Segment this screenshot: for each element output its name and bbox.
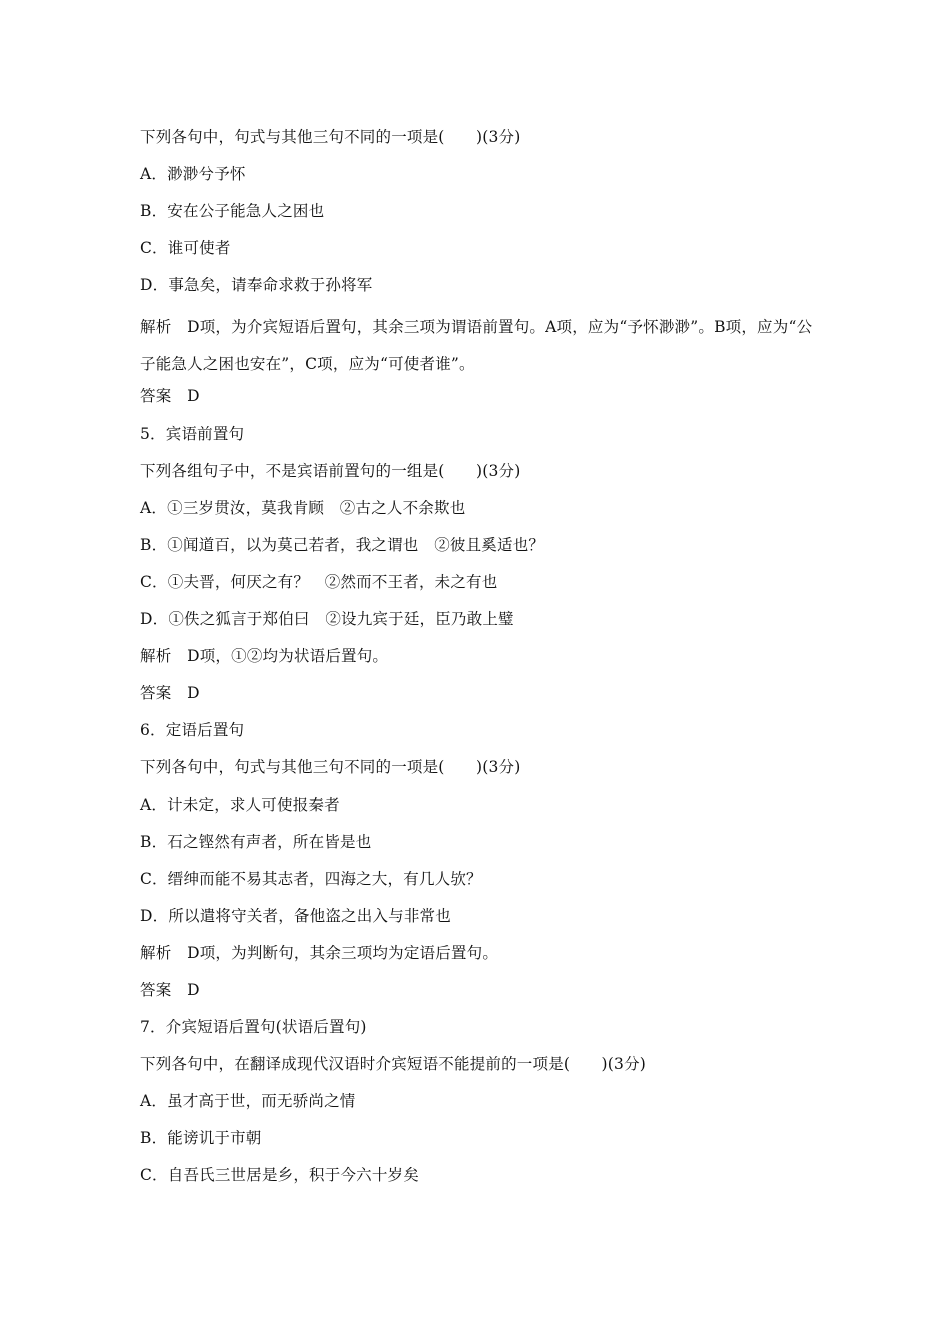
- option-b: B．能谤讥于市朝: [140, 1129, 262, 1148]
- answer-text: 答案 D: [140, 387, 200, 406]
- option-a: A．计未定，求人可使报秦者: [140, 795, 340, 814]
- option-c: C．谁可使者: [140, 239, 231, 258]
- option-a: A．①三岁贯汝，莫我肯顾 ②古之人不余欺也: [140, 498, 466, 517]
- option-d: D．事急矣，请奉命求救于孙将军: [140, 276, 373, 295]
- option-a: A．渺渺兮予怀: [140, 165, 246, 184]
- option-c: C．缙绅而能不易其志者，四海之大，有几人欤？: [140, 869, 482, 888]
- analysis-text: 解析 D项，为判断句，其余三项均为定语后置句。: [140, 943, 499, 962]
- analysis-text: 解析 D项，为介宾短语后置句，其余三项为谓语前置句。A项，应为“予怀渺渺”。B项，应为“公子能急人之困也安在”，C项，应为“可使者谁”。: [140, 318, 813, 374]
- question-stem: 下列各句中，在翻译成现代汉语时介宾短语不能提前的一项是( )(3分): [140, 1055, 647, 1074]
- answer-text: 答案 D: [140, 684, 200, 703]
- question-stem: 下列各句中，句式与其他三句不同的一项是( )(3分): [140, 128, 521, 146]
- analysis-text: 解析 D项，①②均为状语后置句。: [140, 647, 389, 666]
- question-stem: 下列各句中，句式与其他三句不同的一项是( )(3分): [140, 758, 521, 777]
- option-c: C．①夫晋，何厌之有？ ②然而不王者，未之有也: [140, 572, 498, 591]
- option-d: D．①佚之狐言于郑伯曰 ②设九宾于廷，臣乃敢上璧: [140, 610, 514, 629]
- option-d: D．所以遣将守关者，备他盗之出入与非常也: [140, 906, 451, 925]
- option-a: A．虽才高于世，而无骄尚之情: [140, 1092, 356, 1111]
- option-c: C．自吾氏三世居是乡，积于今六十岁矣: [140, 1166, 419, 1185]
- document-page: [140, 124, 820, 1200]
- option-b: B．安在公子能急人之困也: [140, 202, 325, 221]
- option-b: B．①闻道百，以为莫己若者，我之谓也 ②彼且奚适也？: [140, 535, 545, 554]
- section-heading: 5．宾语前置句: [140, 424, 245, 443]
- option-b: B．石之铿然有声者，所在皆是也: [140, 832, 372, 851]
- section-heading: 6．定语后置句: [140, 721, 245, 740]
- answer-text: 答案 D: [140, 980, 200, 999]
- question-stem: 下列各组句子中，不是宾语前置句的一组是( )(3分): [140, 461, 521, 480]
- section-heading: 7．介宾短语后置句(状语后置句): [140, 1018, 367, 1037]
